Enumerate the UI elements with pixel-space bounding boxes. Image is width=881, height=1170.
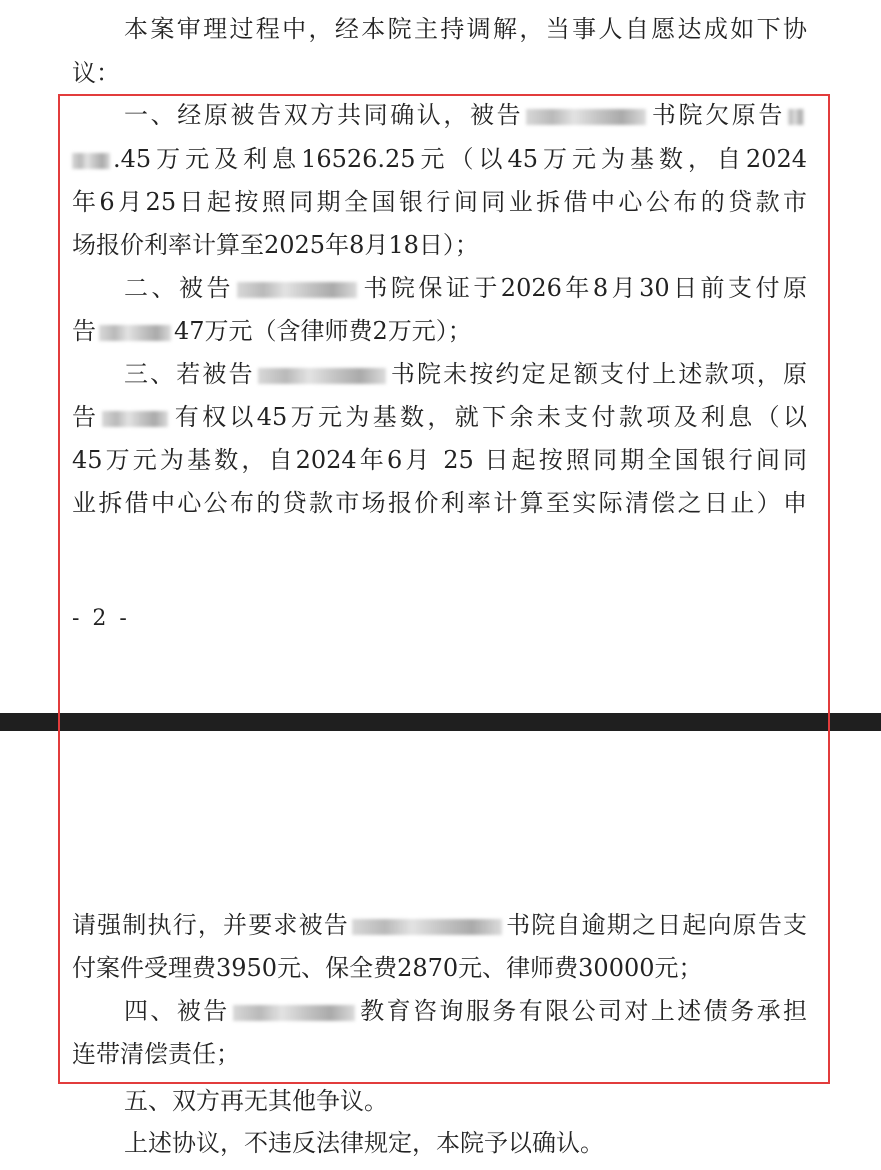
clause-3-cont: 书院未按约定足额支付上述款项，原 — [388, 360, 808, 388]
clause-3-start: 三、若被告 — [124, 360, 255, 388]
text-segment: 告 — [72, 403, 100, 431]
clause-1-cont: 书院欠原告 — [649, 101, 786, 129]
text-line-13 — [72, 910, 807, 940]
text-line-17: 五、双方再无其他争议。 — [124, 1087, 388, 1115]
text-line-12: 业拆借中心公布的贷款市场报价利率计算至实际清偿之日止）申 — [72, 489, 807, 517]
redacted-name — [237, 282, 357, 298]
text-line-6: 场报价利率计算至2025年8月18日）； — [72, 231, 479, 259]
page-break-divider — [0, 713, 881, 731]
redacted-name — [233, 1005, 355, 1021]
text-line-8 — [72, 316, 807, 346]
text-line-7 — [124, 273, 807, 303]
clause-2-cont: 书院保证于2026年8月30日前支付原 — [359, 274, 807, 302]
redacted-name — [352, 919, 502, 935]
text-line-16: 连带清偿责任； — [72, 1040, 240, 1068]
text-line-18: 上述协议，不违反法律规定，本院予以确认。 — [124, 1129, 604, 1157]
redacted-name — [99, 325, 171, 341]
redacted-name — [72, 153, 110, 169]
text-line-5: 年6月25日起按照同期全国银行间同业拆借中心公布的贷款市 — [72, 188, 807, 216]
text-line-9 — [124, 359, 807, 389]
text-line-14: 付案件受理费3950元、保全费2870元、律师费30000元； — [72, 954, 703, 982]
clause-1-start: 一、经原被告双方共同确认，被告 — [124, 101, 524, 129]
text-line-1: 本案审理过程中，经本院主持调解，当事人自愿达成如下协 — [124, 15, 807, 43]
text-line-11: 45万元为基数，自2024年6月 25 日起按照同期全国银行间同 — [72, 446, 807, 474]
redacted-name — [258, 368, 386, 384]
text-segment: 47万元（含律师费2万元）； — [174, 317, 472, 345]
page-number: - 2 - — [72, 606, 130, 631]
clause-4-start: 四、被告 — [124, 997, 230, 1025]
text-segment: 有权以45万元为基数，就下余未支付款项及利息（以 — [171, 403, 807, 431]
text-line-4 — [72, 144, 807, 174]
clause-4-cont: 教育咨询服务有限公司对上述债务承担 — [357, 997, 808, 1025]
text-segment: 告 — [72, 317, 96, 345]
text-segment: 请强制执行，并要求被告 — [72, 911, 349, 939]
redacted-name — [788, 109, 804, 125]
redacted-name — [526, 109, 646, 125]
text-line-2: 议： — [72, 59, 120, 87]
clause-2-start: 二、被告 — [124, 274, 234, 302]
text-line-10 — [72, 402, 807, 432]
text-line-15 — [124, 996, 807, 1026]
text-segment: .45万元及利息16526.25元（以45万元为基数，自2024 — [113, 145, 807, 173]
redacted-name — [102, 411, 168, 427]
text-segment: 书院自逾期之日起向原告支 — [504, 911, 808, 939]
text-line-3 — [124, 100, 807, 130]
